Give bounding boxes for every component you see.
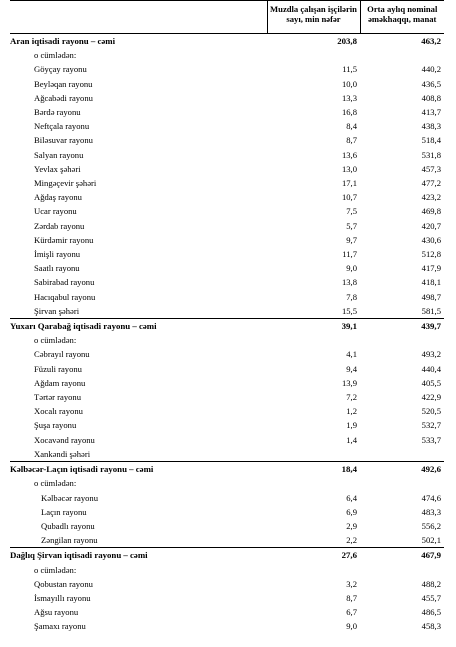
district-salary: 532,7 [421,420,441,431]
district-salary: 488,2 [421,578,441,589]
district-salary: 502,1 [421,535,441,546]
district-employees: 13,9 [341,377,357,388]
district-employees: 13,0 [341,163,357,174]
district-employees: 16,8 [341,107,357,118]
district-employees: 13,6 [341,149,357,160]
district-name: Sabirabad rayonu [34,277,95,288]
table-row [10,91,444,105]
region-name: Kəlbəcər-Laçın iqtisadi rayonu – cəmi [10,462,267,477]
table-row [10,577,444,591]
region-employees: 18,4 [267,462,360,477]
table-row [10,447,444,462]
table-row [10,233,444,247]
region-name: Dağlıq Şirvan iqtisadi rayonu – cəmi [10,548,267,563]
region-salary: 463,2 [360,34,444,49]
district-salary: 423,2 [421,192,441,203]
district-salary [360,447,444,462]
district-name: Ağsu rayonu [34,607,79,618]
table-row [10,62,444,76]
district-name: Saatlı rayonu [34,263,80,274]
table-row [10,247,444,261]
district-employees: 15,5 [341,305,357,316]
header-salary-column: Orta aylıq nominal əməkhaqqı, manat [360,1,444,34]
table-row [10,376,444,390]
district-employees: 10,0 [341,78,357,89]
region-total-row [10,319,444,334]
district-employees: 5,7 [346,220,357,231]
district-employees: 1,9 [346,420,357,431]
region-salary: 467,9 [360,548,444,563]
district-employees: 8,4 [346,121,357,132]
employment-salary-table [10,0,444,634]
subheading-row [10,476,444,490]
region-total-row [10,462,444,477]
district-salary: 483,3 [421,506,441,517]
table-row [10,304,444,319]
region-total-row [10,34,444,49]
district-salary: 518,4 [421,135,441,146]
district-salary: 512,8 [421,249,441,260]
district-name: Beyləqan rayonu [34,78,93,89]
table-row [10,77,444,91]
district-employees: 3,2 [346,578,357,589]
table-row [10,605,444,619]
district-name: Ağcabədi rayonu [34,92,93,103]
table-row [10,133,444,147]
district-name: Qubadlı rayonu [41,520,95,531]
header-employees-column: Muzdla çalışan işçilərin sayı, min nəfər [267,1,360,34]
region-employees: 27,6 [267,548,360,563]
district-employees: 7,2 [346,392,357,403]
district-name: Xocalı rayonu [34,406,83,417]
table-row [10,204,444,218]
district-employees: 2,2 [346,535,357,546]
district-employees: 11,7 [342,249,357,260]
district-name: Bərdə rayonu [34,107,81,118]
region-name: Yuxarı Qarabağ iqtisadi rayonu – cəmi [10,319,267,334]
table-header [10,1,444,34]
district-employees: 8,7 [346,592,357,603]
district-employees: 2,9 [346,520,357,531]
table-row [10,418,444,432]
district-salary: 422,9 [421,392,441,403]
district-name: Qobustan rayonu [34,578,93,589]
district-employees: 9,4 [346,363,357,374]
district-name: Göyçay rayonu [34,64,87,75]
district-employees [267,447,360,462]
district-employees: 13,8 [341,277,357,288]
district-name: İsmayıllı rayonu [34,592,91,603]
district-salary: 498,7 [421,291,441,302]
table-row [10,390,444,404]
district-name: Salyan rayonu [34,149,84,160]
district-salary: 486,5 [421,607,441,618]
region-name: Aran iqtisadi rayonu – cəmi [10,34,267,49]
region-salary: 492,6 [360,462,444,477]
table-row [10,619,444,633]
district-salary: 418,1 [421,277,441,288]
district-name: Biləsuvar rayonu [34,135,93,146]
district-employees: 1,4 [346,434,357,445]
district-employees: 9,0 [346,263,357,274]
header-name-column [10,1,267,34]
district-name: Xankəndi şəhəri [34,448,91,459]
statistics-table-page [10,0,444,634]
table-row [10,290,444,304]
district-salary: 493,2 [421,349,441,360]
table-row [10,433,444,447]
subheading-row [10,48,444,62]
district-employees: 10,7 [341,192,357,203]
district-salary: 477,2 [421,178,441,189]
subheading-row [10,563,444,577]
district-salary: 520,5 [421,406,441,417]
district-name: Zəngilan rayonu [41,535,98,546]
district-salary: 405,5 [421,377,441,388]
district-name: Ucar rayonu [34,206,77,217]
district-salary: 458,3 [421,621,441,632]
district-name: Ağdam rayonu [34,377,86,388]
district-employees: 11,5 [342,64,357,75]
district-salary: 440,2 [421,64,441,75]
district-name: Şamaxı rayonu [34,621,86,632]
table-row [10,404,444,418]
district-salary: 420,7 [421,220,441,231]
district-salary: 581,5 [421,305,441,316]
district-name: Şuşa rayonu [34,420,77,431]
table-row [10,190,444,204]
table-row [10,219,444,233]
district-salary: 436,5 [421,78,441,89]
table-row [10,162,444,176]
district-salary: 413,7 [421,107,441,118]
district-name: Kürdəmir rayonu [34,234,94,245]
subheading-label: o cümlədən: [34,335,77,346]
district-name: Neftçala rayonu [34,121,90,132]
table-row [10,591,444,605]
district-salary: 533,7 [421,434,441,445]
region-total-row [10,548,444,563]
district-name: Zərdab rayonu [34,220,85,231]
district-name: Şirvan şəhəri [34,305,80,316]
table-row [10,261,444,275]
district-salary: 556,2 [421,520,441,531]
district-salary: 455,7 [421,592,441,603]
district-salary: 474,6 [421,492,441,503]
table-row [10,275,444,289]
district-salary: 469,8 [421,206,441,217]
district-name: Hacıqabul rayonu [34,291,96,302]
table-body [10,34,444,634]
district-name: Kəlbəcər rayonu [41,492,99,503]
district-employees: 6,4 [346,492,357,503]
district-name: Laçın rayonu [41,506,87,517]
district-salary: 417,9 [421,263,441,274]
district-name: Yevlax şəhəri [34,163,81,174]
district-name: Cəbrayıl rayonu [34,349,90,360]
subheading-label: o cümlədən: [34,478,77,489]
district-name: Xocavənd rayonu [34,434,95,445]
district-employees: 1,2 [346,406,357,417]
district-employees: 4,1 [346,349,357,360]
district-name: Mingəçevir şəhəri [34,178,97,189]
district-employees: 6,7 [346,607,357,618]
district-employees: 13,3 [341,92,357,103]
district-salary: 531,8 [421,149,441,160]
district-salary: 440,4 [421,363,441,374]
district-salary: 430,6 [421,234,441,245]
table-row [10,491,444,505]
district-salary: 438,3 [421,121,441,132]
district-employees: 7,8 [346,291,357,302]
table-row [10,148,444,162]
district-salary: 408,8 [421,92,441,103]
table-row [10,105,444,119]
table-row [10,519,444,533]
district-employees: 6,9 [346,506,357,517]
region-employees: 203,8 [267,34,360,49]
subheading-row [10,333,444,347]
table-row [10,176,444,190]
district-employees: 17,1 [341,178,357,189]
subheading-label: o cümlədən: [34,50,77,61]
district-employees: 7,5 [346,206,357,217]
subheading-label: o cümlədən: [34,564,77,575]
table-row [10,533,444,548]
district-name: Tərtər rayonu [34,392,82,403]
district-salary: 457,3 [421,163,441,174]
table-row [10,347,444,361]
district-name: Ağdaş rayonu [34,192,82,203]
region-employees: 39,1 [267,319,360,334]
region-salary: 439,7 [360,319,444,334]
district-employees: 8,7 [346,135,357,146]
district-employees: 9,7 [346,234,357,245]
table-row [10,505,444,519]
district-employees: 9,0 [346,621,357,632]
district-name: Füzuli rayonu [34,363,82,374]
table-row [10,362,444,376]
district-name: İmişli rayonu [34,249,81,260]
table-row [10,119,444,133]
